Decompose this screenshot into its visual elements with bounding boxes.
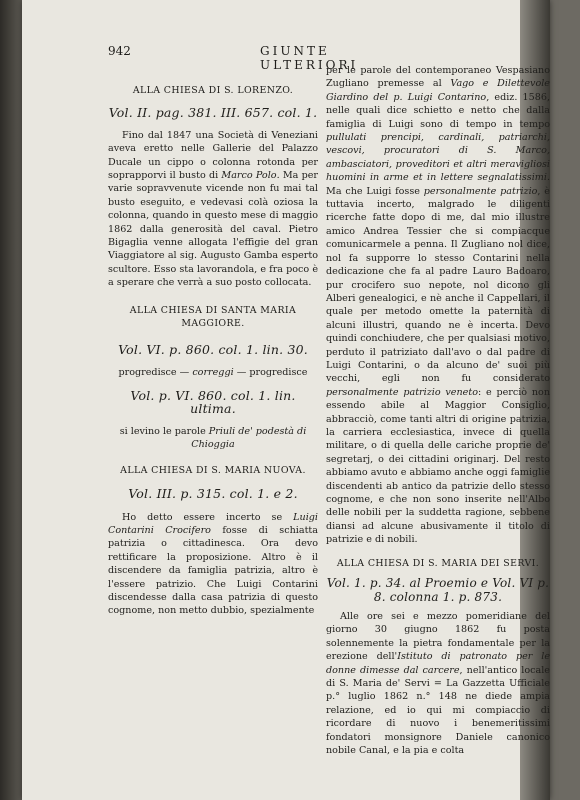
section-heading: ALLA CHIESA DI S. LORENZO. bbox=[132, 85, 294, 96]
scan-edge-left bbox=[0, 0, 22, 800]
volume-reference: Vol. 1. p. 34. al Proemio e Vol. VI p. 8. colonna 1. p. 873. bbox=[326, 576, 550, 605]
volume-reference: Vol. III. p. 315. col. 1. e 2. bbox=[128, 486, 298, 502]
volume-reference: Vol. VI. p. 860. col. 1. lin. 30. bbox=[118, 341, 308, 357]
correction-line: progredisce — correggi — progredisce bbox=[118, 366, 308, 378]
paragraph: per le parole del contemporaneo Vespasiano Zugliano premesse al Vago e Dilettevole Giardino del p. Luigi Contarino, ediz. 1586, nelle quali dice schietto e netto che dalla famiglia di Luigi sono di tempo in tempo pullulati prencipi, cardinali, patriarchi, vescovi, procuratori di S. Marco, ambasciatori, proveditori et altri meravigliosi huomini in arme et in lettere segnalatissimi. Ma che Luigi fosse personalmente patrizio, è tuttavia incerto, malgrado le diligenti ricerche fatte dopo di me, dal mio illustre amico Andrea Tessier che si compiacque comunicarmele a penna. Il Zugliano nol dice, nol fa supporre lo stesso Contarini nella dedicazione che fa al padre Lauro Badoaro, pur crocifero suo nepote, nol dicono gli Alberi genealogici, e nè anche il Cappellari, il quale per metodo omette la paternità di alcuni illustri, quando ne è incerta. Devo quindi conchiudere, che per qualsiasi motivo, perduto il patriziato dall'avo o dal padre di Luigi Contarini, o da alcuno de' suoi più vecchi, egli non fu considerato personalmente patrizio veneto: e perciò non essendo abile al Maggior Consiglio, abbracciò, come tanti altri di origine patrizia, la carriera ecclesiastica, invece di quella militare, o di quella delle cariche proprie de' segretarj, o dei cittadini originarj. Del resto abbiamo avuto e abbiamo anche oggi famiglie discendenti ab antico da patrizie dello stesso cognome, e che non sono inserite nell'Albo delle nobili per la suddetta ragione, sebbene diansi ad alcune abusivamente il titolo di patrizie e di nobili. bbox=[326, 65, 550, 546]
running-header bbox=[108, 44, 428, 72]
paragraph: Ho detto essere incerto se Luigi Contarini Crocifero fosse di schiatta patrizia o cittadinesca. Ora devo rettificare la proposizione. Altro è il discendere da famiglia patrizia, altro è l'essere patrizio. Che Luigi Contarini discendesse dalla casa patrizia di questo cognome, non metto dubbio, spezialmente bbox=[108, 511, 319, 617]
section-heading: ALLA CHIESA DI SANTA MARIA MAGGIORE. bbox=[129, 304, 297, 330]
right-column bbox=[326, 64, 550, 758]
volume-reference: Vol. II. pag. 381. III. 657. col. 1. bbox=[108, 105, 318, 121]
paragraph: Alle ore sei e mezzo pomeridiane del giorno 30 giugno 1862 fu posta solennemente la pietra fondamentale per la erezione dell'Istituto di patronato per le donne dimesse dal carcere, nell'antico locale di S. Maria de' Servi = La Gazzetta Ufficiale p.° luglio 1862 n.° 148 ne diede ampia relazione, ed io qui mi compiaccio di ricordare di nuovo i benemeritissimi fondatori monsignore Daniele canonico nobile Canal, e la pia e colta bbox=[326, 611, 550, 757]
page-number: 942 bbox=[108, 44, 131, 58]
section-heading: ALLA CHIESA DI S. MARIA DEI SERVI. bbox=[336, 557, 540, 569]
running-title: GIUNTE ULTERIORI bbox=[260, 44, 359, 72]
correction-note: si levino le parole Priuli de' podestà di Chioggia bbox=[119, 425, 307, 451]
volume-reference: Vol. p. VI. 860. col. 1. lin. ultima. bbox=[130, 387, 296, 416]
section-heading: ALLA CHIESA DI S. MARIA NUOVA. bbox=[120, 464, 306, 476]
paragraph: Fino dal 1847 una Società di Veneziani aveva eretto nelle Gallerie del Palazzo Ducale un cippo o colonna rotonda per soprapporvi il busto di Marco Polo. Ma per varie sopravvenute vicende non fu mai tal busto eseguito, e vedevasi colà oziosa la colonna, quando in questo mese di maggio 1862 dalla generosità del caval. Pietro Bigaglia venne allogata l'effigie del gran Viaggiatore al sig. Augusto Gamba esperto scultore. Esso sta lavorandola, e fra poco è a sperare che verrà a suo posto collocata. bbox=[108, 129, 318, 289]
left-column bbox=[108, 66, 318, 618]
